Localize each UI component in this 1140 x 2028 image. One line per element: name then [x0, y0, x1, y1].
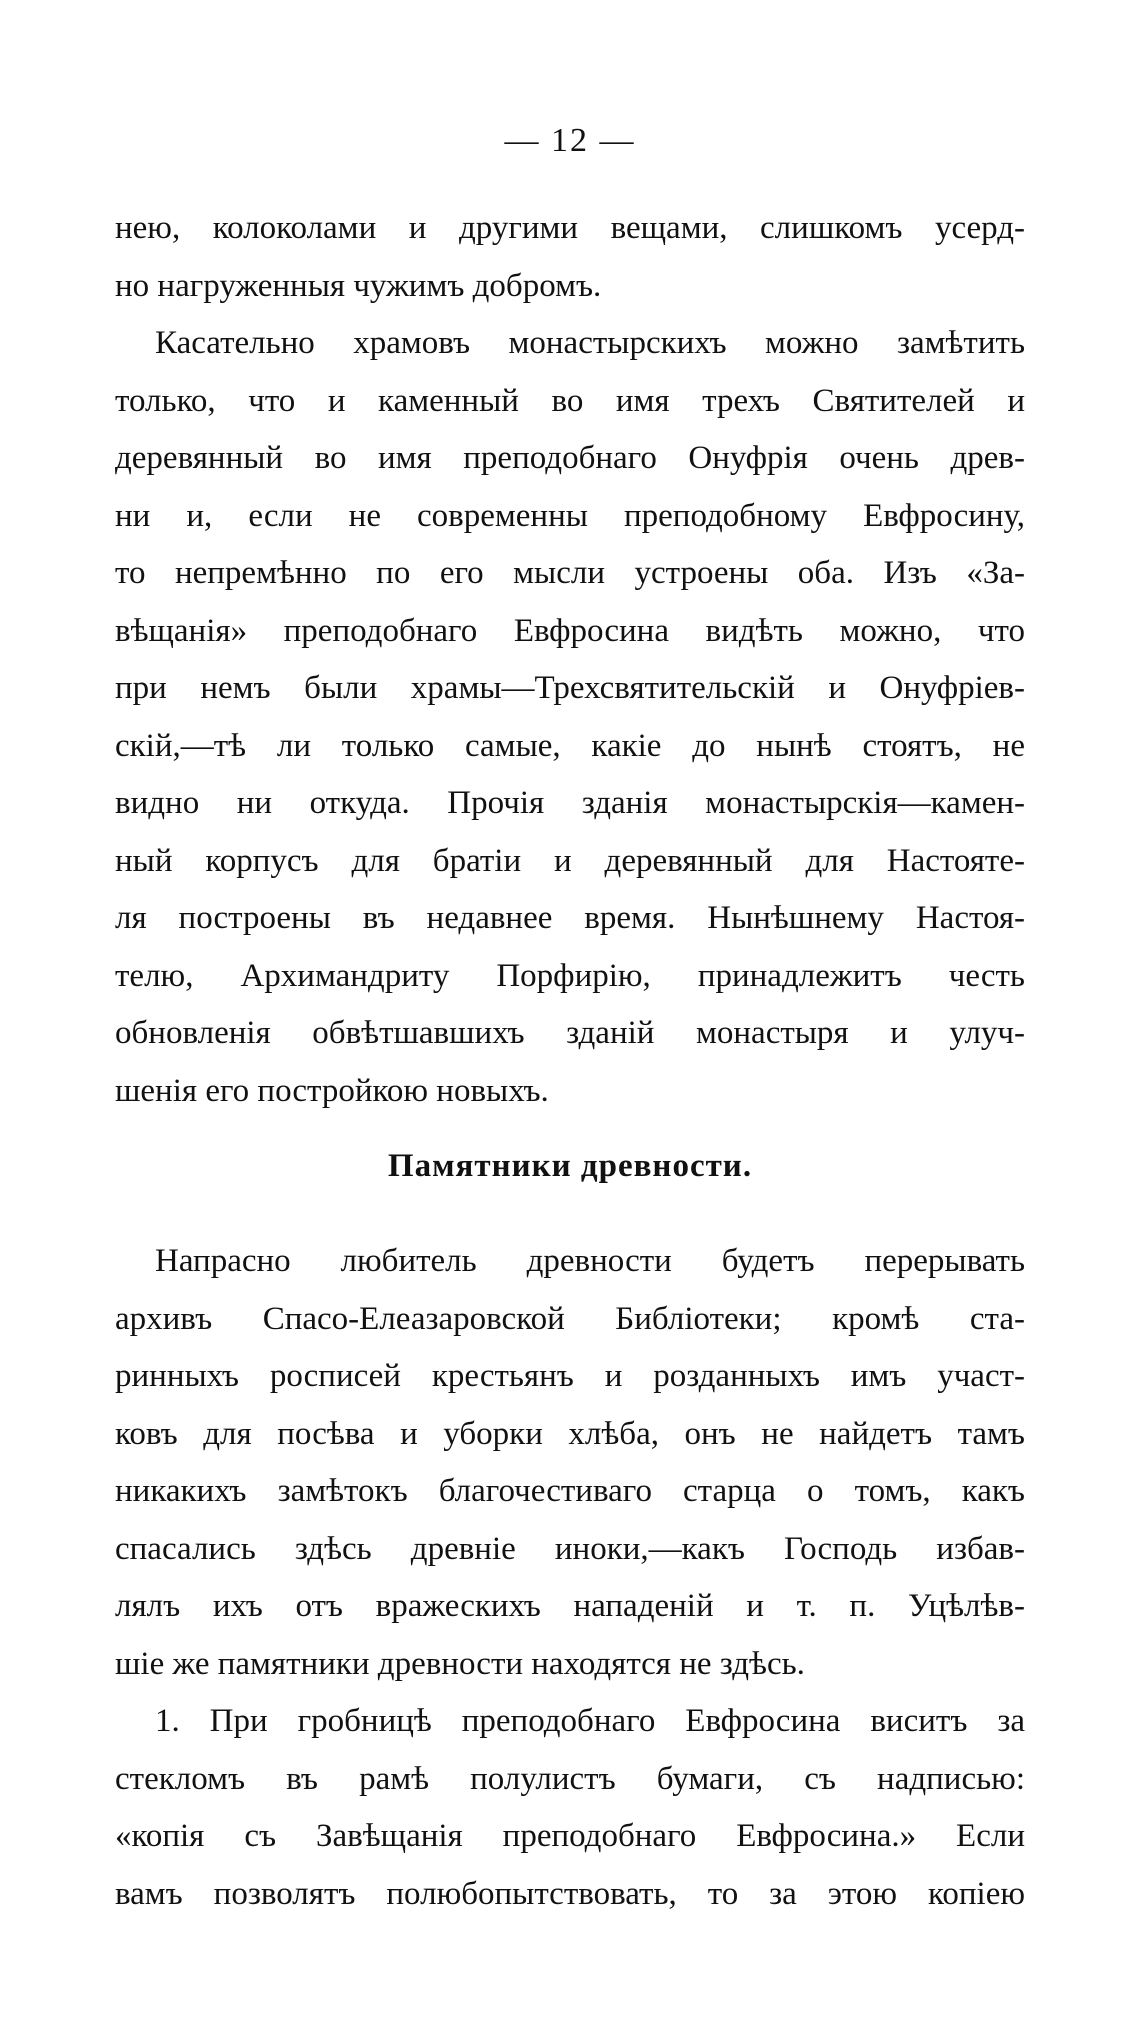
- text-line: ринныхъ росписей крестьянъ и розданныхъ имъ участ-: [115, 1358, 1025, 1394]
- section-heading: Памятники древности.: [387, 1148, 753, 1184]
- text-line: спасались здѣсь древніе иноки,—какъ Господь избав-: [115, 1530, 1025, 1567]
- text-line: 1. При гробницѣ преподобнаго Евфросина виситъ за: [155, 1703, 1025, 1739]
- text-line: только, что и каменный во имя трехъ Святителей и: [115, 382, 1025, 419]
- text-line: видно ни откуда. Прочія зданія монастырскія—камен-: [115, 785, 1025, 821]
- text-line: архивъ Спасо-Елеазаровской Библіотеки; кромѣ ста-: [115, 1300, 1025, 1337]
- page-number: — 12 —: [504, 122, 636, 159]
- text-line: шенія его постройкою новыхъ.: [115, 1072, 549, 1109]
- text-line: скій,—тѣ ли только самые, какіе до нынѣ стоятъ, не: [115, 727, 1025, 764]
- text-line: Касательно храмовъ монастырскихъ можно замѣтить: [155, 325, 1025, 361]
- text-line: ни и, если не современны преподобному Евфросину,: [115, 497, 1025, 534]
- text-line: при немъ были храмы—Трехсвятительскій и Онуфріев-: [115, 670, 1025, 706]
- paragraph-block-antiquities: [115, 1233, 1025, 1923]
- text-line: Напрасно любитель древности будетъ перерывать: [155, 1243, 1025, 1279]
- text-line: никакихъ замѣтокъ благочестиваго старца о томъ, какъ: [115, 1473, 1025, 1509]
- text-line: нею, колоколами и другими вещами, слишкомъ усерд-: [115, 210, 1025, 246]
- paragraph-block-monastery-buildings: [115, 200, 1025, 1120]
- text-line: вамъ позволятъ полюбопытствовать, то за этою копіею: [115, 1875, 1025, 1912]
- text-line: телю, Архимандриту Порфирію, принадлежитъ честь: [115, 957, 1025, 994]
- text-line: лялъ ихъ отъ вражескихъ нападеній и т. п. Уцѣлѣв-: [115, 1588, 1025, 1624]
- text-line: вѣщанія» преподобнаго Евфросина видѣть можно, что: [115, 612, 1025, 649]
- text-line: «копія съ Завѣщанія преподобнаго Евфросина.» Если: [115, 1818, 1025, 1854]
- text-line: но нагруженныя чужимъ добромъ.: [115, 267, 602, 304]
- text-line: ля построены въ недавнее время. Нынѣшнему Настоя-: [115, 900, 1025, 936]
- text-line: ковъ для посѣва и уборки хлѣба, онъ не найдетъ тамъ: [115, 1415, 1025, 1452]
- text-line: обновленія обвѣтшавшихъ зданій монастыря и улуч-: [115, 1015, 1025, 1051]
- text-line: деревянный во имя преподобнаго Онуфрія очень древ-: [115, 440, 1025, 476]
- text-line: шіе же памятники древности находятся не здѣсь.: [115, 1645, 805, 1682]
- text-line: ный корпусъ для братіи и деревянный для Настояте-: [115, 842, 1025, 879]
- text-line: то непремѣнно по его мысли устроены оба. Изъ «За-: [115, 555, 1025, 591]
- text-line: стекломъ въ рамѣ полулистъ бумаги, съ надписью:: [115, 1760, 1025, 1797]
